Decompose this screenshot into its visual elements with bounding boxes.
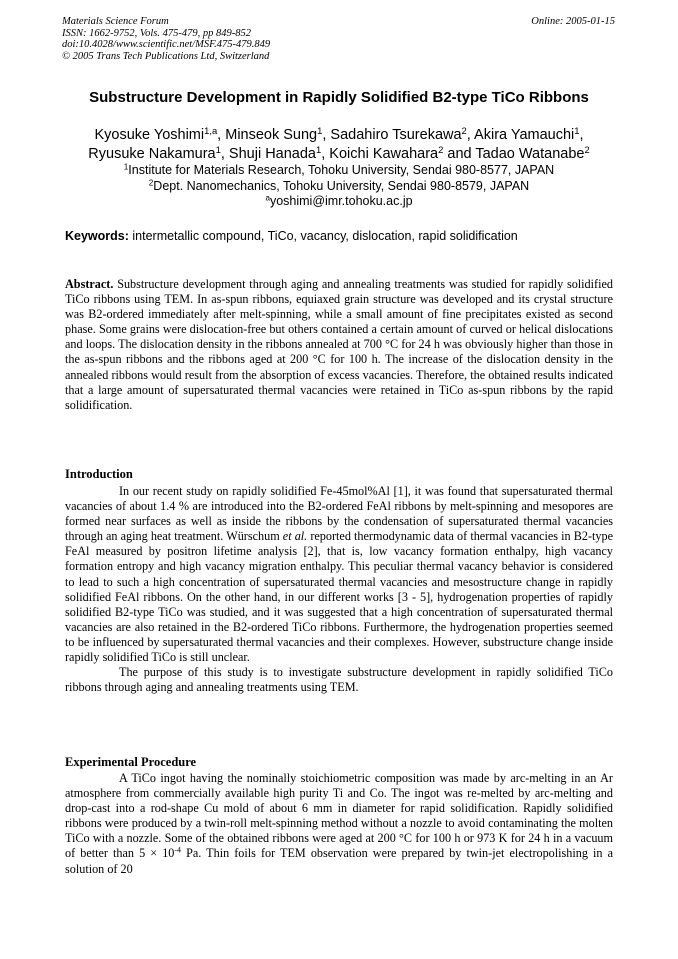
journal-name: Materials Science Forum xyxy=(62,16,169,27)
issn-line: ISSN: 1662-9752, Vols. 475-479, pp 849-852 xyxy=(62,27,251,39)
journal-header xyxy=(62,16,270,62)
introduction-heading: Introduction xyxy=(65,467,133,481)
keywords xyxy=(65,228,625,244)
affiliation-2: $^2$Dept. Nanomechanics, Tohoku University, Sendai 980-8579, JAPAN xyxy=(148,178,530,193)
paper-title: Substructure Development in Rapidly Solidified B2-type TiCo Ribbons xyxy=(89,89,589,106)
abstract-label: Abstract. xyxy=(65,277,114,291)
copyright-line: © 2005 Trans Tech Publications Ltd, Switzerland xyxy=(62,50,270,62)
email: $^a$yoshimi@imr.tohoku.ac.jp xyxy=(265,193,413,208)
introduction-paragraph-2: The purpose of this study is to investigate substructure development in rapidly solidified TiCo ribbons through aging and annealing treatments using TEM. xyxy=(65,665,613,695)
keywords-label: Keywords: xyxy=(65,229,129,243)
experimental-heading: Experimental Procedure xyxy=(65,755,197,769)
experimental-body xyxy=(65,771,613,877)
doi-line: doi:10.4028/www.scientific.net/MSF.475-479.849 xyxy=(62,39,271,50)
author: Minseok Sung$^1$, xyxy=(225,124,331,143)
author: Akira Yamauchi$^1$, xyxy=(474,124,584,143)
affiliation-1: $^1$Institute for Materials Research, Tohoku University, Sendai 980-8577, JAPAN xyxy=(123,162,555,177)
affiliations xyxy=(40,163,638,210)
online-date: Online: 2005-01-15 xyxy=(531,16,615,27)
abstract-text: Substructure development through aging and annealing treatments was studied for rapidly solidified TiCo ribbons using TEM. In as-spun ribbons, equiaxed grain structure was developed and its crystal structure was B2-ordered immediately after melt-spinning, while a small amount of fine precipitates existed as second phase. Some grains were dislocation-free but others contained a certain amount of curved or helical dislocations and loops. The dislocation density in the ribbons annealed at 700 °C for 24 h was obviously higher than those in the as-spun ribbons and the ribbons aged at 200 °C for 100 h. The increase of the dislocation density in the annealed ribbons would result from the absorption of excess vacancies. Therefore, the obtained results indicated that a large amount of supersaturated thermal vacancies were retained in TiCo as-spun ribbons by the rapid solidification. xyxy=(65,277,613,412)
author: Ryusuke Nakamura$^1$, xyxy=(88,143,229,162)
keywords-text: intermetallic compound, TiCo, vacancy, dislocation, rapid solidification xyxy=(128,229,518,243)
author-list xyxy=(40,126,638,164)
author: Shuji Hanada$^1$, xyxy=(228,143,330,162)
author: Kyosuke Yoshimi$^{1,a}$, xyxy=(94,124,226,143)
introduction-body xyxy=(65,484,613,695)
author: Sadahiro Tsurekawa$^2$, xyxy=(330,124,475,143)
introduction-paragraph-1: In our recent study on rapidly solidified Fe-45mol%Al [1], it was found that supersaturated thermal vacancies of about 1.4 % are introduced into the B2-ordered FeAl ribbons by melt-spinning and mesopores are formed near surfaces as well as inside the ribbons by the condensation of supersaturated thermal vacancies through an aging heat treatment. Würschum et al. reported thermodynamic data of thermal vacancies in B2-type FeAl measured by positron lifetime analysis [2], that is, low vacancy formation enthalpy, high vacancy formation entropy and high vacancy migration enthalpy. This peculiar thermal vacancy behavior is considered to lead to such a high concentration of supersaturated thermal vacancies and mesostructure change in rapidly solidified FeAl ribbons. On the other hand, in our different works [3 - 5], hydrogenation properties of rapidly solidified B2-type TiCo was studied, and it was suggested that a high concentration of supersaturated thermal vacancies are also retained in the B2-ordered TiCo ribbons. Furthermore, the hydrogenation properties seemed to be influenced by supersaturated thermal vacancies and their complexes. However, substructure change inside rapidly solidified TiCo is still unclear. xyxy=(65,484,613,665)
author: Tadao Watanabe$^2$ xyxy=(475,143,590,162)
experimental-paragraph-1: A TiCo ingot having the nominally stoichiometric composition was made by arc-melting in an Ar atmosphere from commercially available high purity Ti and Co. The ingot was re-melted by arc-melting and drop-cast into a rod-shape Cu mold of about 6 mm in diameter for rapid solidification. Rapidly solidified ribbons were produced by a twin-roll melt-spinning method without a nozzle to avoid contaminating the molten TiCo with a nozzle. Some of the obtained ribbons were aged at 200 °C for 100 h or 973 K for 24 h in a vacuum of better than $5 \times 10^{-4}$ Pa. Thin foils for TEM observation were prepared by twin-jet electropolishing in a solution of 20 xyxy=(65,771,613,876)
abstract xyxy=(65,277,613,413)
author: Koichi Kawahara$^2$ and xyxy=(329,143,476,162)
